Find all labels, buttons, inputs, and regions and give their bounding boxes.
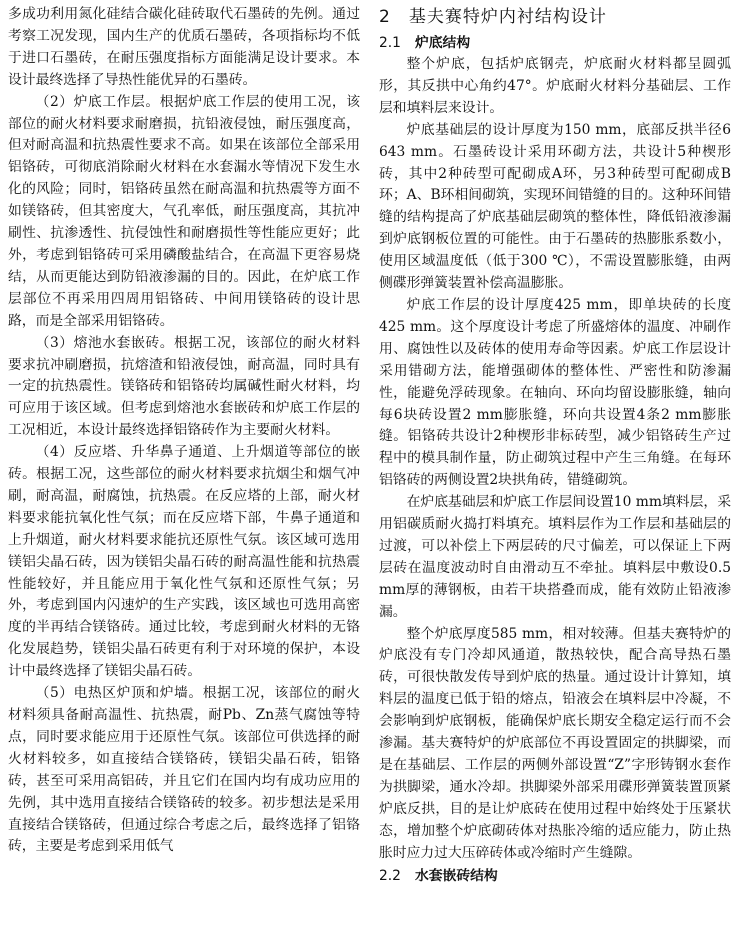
paragraph: 整个炉底厚度585 mm，相对较薄。但基夫赛特炉的炉底没有专门冷却风通道，散热较快，配合高导热石墨砖，可很快散发传导到炉底的热量。通过设计计算知，填料层的温度已低于铅的熔点，铅液会在填料层中冷凝，不会影响到炉底钢板，能确保炉底长期安全稳定运行而不会渗漏。基夫赛特炉的炉底部位不再设置固定的拱脚梁，而是在基础层、工作层的两侧外部设置“Z”字形铸钢水套作为拱脚梁，通水冷却。拱脚梁外部采用碟形弹簧装置顶紧炉底反拱，目的是让炉底砖在使用过程中始终处于压紧状态，增加整个炉底砌砖体对热胀冷缩的适应能力，防止热胀时应力过大压碎砖体或冷缩时产生缝隙。 [379, 625, 731, 861]
subsection-heading: 炉底结构 [414, 35, 471, 51]
paragraph: （4）反应塔、升华鼻子通道、上升烟道等部位的嵌砖。根据工况，这些部位的耐火材料要求抗烟尘和烟气冲刷，耐高温，耐腐蚀，抗热震。在反应塔的上部，耐火材料要求能抗氧化性气氛；而在反应塔下部，牛鼻子通道和上升烟道，耐火材料要求能抗还原性气氛。该区域可选用镁铝尖晶石砖，因为镁铝尖晶石砖的耐高温性能和抗热震性能较好，并且能应用于氧化性气氛和还原性气氛；另外，考虑到国内闪速炉的生产实践，该区域也可选用高密度的半再结合镁铬砖。通过比较，考虑到耐火材料的无铬化发展趋势，镁铝尖晶石砖更有利于对环境的保护，本设计中最终选择了镁铝尖晶石砖。 [8, 444, 360, 680]
paragraph: 炉底基础层的设计厚度为150 mm，底部反拱半径6 643 mm。石墨砖设计采用环砌方法，共设计5种楔形砖，其中2种砖型可配砌成A环，另3种砖型可配砌成B环；A、B环相间砌筑，实现环间错缝的目的。这种环间错缝的结构提高了炉底基础层砌筑的整体性，降低铅液渗漏到炉底钢板位置的可能性。由于石墨砖的热膨胀系数小，使用区域温度低（低于300 ℃），不需设置膨胀缝，由两侧碟形弹簧装置补偿高温膨胀。 [379, 121, 731, 292]
section-title: 2 基夫赛特炉内衬结构设计 [379, 7, 607, 27]
subsection-heading: 水套嵌砖结构 [414, 867, 498, 884]
right-column [379, 4, 731, 940]
paragraph: 多成功利用氮化硅结合碳化硅砖取代石墨砖的先例。通过考察工况发现，国内生产的优质石墨砖，各项指标均不低于进口石墨砖，在耐压强度指标方面能满足设计要求。本设计最终选择了导热性能优异的石墨砖。 [8, 6, 360, 88]
subsection-number: 2.1 [379, 35, 401, 51]
paragraph: 在炉底基础层和炉底工作层间设置10 mm填料层，采用铝碳质耐火捣打料填充。填料层作为工作层和基础层的过渡，可以补偿上下两层砖的尺寸偏差，可以保证上下两层砖在温度波动时自由滑动互不牵扯。填料层中敷设0.5 mm厚的薄钢板，由若干块搭叠而成，能有效防止铅液渗漏。 [379, 494, 731, 620]
paragraph: （3）熔池水套嵌砖。根据工况，该部位的耐火材料要求抗冲刷磨损，抗熔渣和铅液侵蚀，耐高温，同时具有一定的抗热震性。镁铬砖和铝铬砖均属碱性耐火材料，均可应用于该区域。但考虑到熔池水套嵌砖和炉底工作层的工况相近，本设计最终选择铝铬砖作为主要耐火材料。 [8, 334, 360, 439]
paragraph: 整个炉底，包括炉底钢壳，炉底耐火材料都呈圆弧形，其反拱中心角约47°。炉底耐火材料分基础层、工作层和填料层来设计。 [379, 56, 731, 116]
paragraph: （5）电热区炉顶和炉墙。根据工况，该部位的耐火材料须具备耐高温性、抗热震，耐Pb、Zn蒸气腐蚀等特点，同时要求能应用于还原性气氛。该部位可供选择的耐火材料较多，如直接结合镁铬砖，镁铝尖晶石砖，铝铬砖，甚至可采用高铝砖，并且它们在国内均有成功应用的先例，其中选用直接结合镁铬砖的较多。初步想法是采用直接结合镁铬砖，但通过综合考虑之后，最终选择了铝铬砖，主要是考虑到采用低气 [8, 685, 360, 855]
paragraph: 炉底工作层的设计厚度425 mm，即单块砖的长度425 mm。这个厚度设计考虑了所盛熔体的温度、冲刷作用、腐蚀性以及砖体的使用寿命等因素。炉底工作层设计采用错砌方法，能增强砌体的整体性、严密性和防渗漏性，能避免浮砖现象。在轴向、环向均留设膨胀缝，轴向每6块砖设置2 mm膨胀缝，环向共设置4条2 mm膨胀缝。铝铬砖共设计2种楔形非标砖型，减少铝铬砖生产过程中的模具制作量，防止砌筑过程中产生三角缝。在每环铝铬砖的两侧设置2块拱角砖，错缝砌筑。 [379, 296, 731, 489]
subsection-title [379, 865, 731, 887]
paragraph: （2）炉底工作层。根据炉底工作层的使用工况，该部位的耐火材料要求耐磨损，抗铅液侵蚀，耐压强度高，但对耐高温和抗热震性要求不高。如果在该部位全部采用铝铬砖，可彻底消除耐火材料在水套漏水等情况下发生水化的风险；同时，铝铬砖虽然在耐高温和抗热震等方面不如镁铬砖，但其密度大，气孔率低，耐压强度高，其抗冲刷性、抗渗透性、抗侵蚀性和耐磨损性等性能应更好；此外，考虑到铝铬砖可采用磷酸盐结合，在高温下更容易烧结，从而更能达到防铅液渗漏的目的。因此，在炉底工作层部位不再采用四周用铝铬砖、中间用镁铬砖的设计思路，而是全部采用铝铬砖。 [8, 93, 360, 329]
subsection-title [379, 32, 731, 54]
left-column [8, 4, 360, 940]
subsection-number: 2.2 [379, 867, 401, 884]
